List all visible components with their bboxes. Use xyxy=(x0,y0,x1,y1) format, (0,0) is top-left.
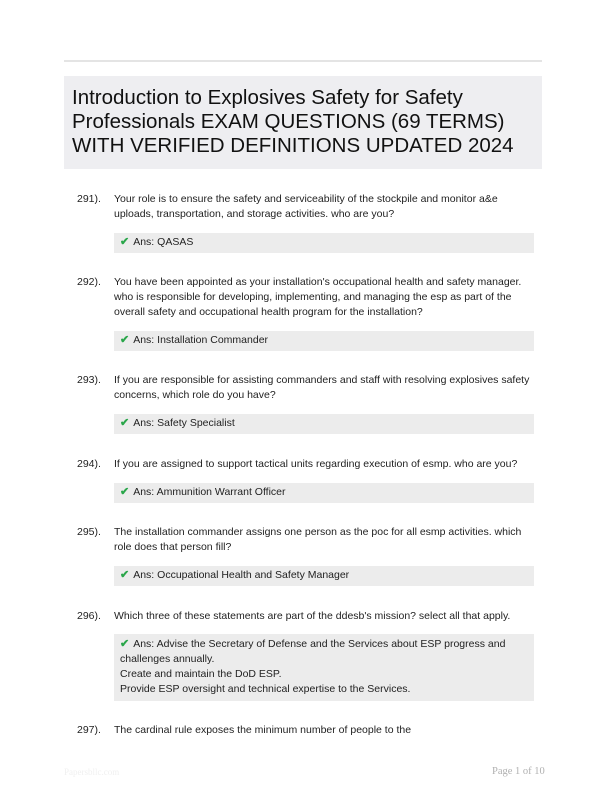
footer-watermark: Papersbllc.com xyxy=(64,767,120,777)
answer-line-2: Create and maintain the DoD ESP. xyxy=(120,668,282,680)
question-number: 295). xyxy=(77,526,101,538)
answer-text: Ans: Safety Specialist xyxy=(133,417,235,429)
check-icon: ✔ xyxy=(120,334,130,346)
question-text: If you are responsible for assisting commanders and staff with resolving explosives safety concerns, which role do you have? xyxy=(114,374,530,401)
answer-box xyxy=(114,414,534,434)
check-icon: ✔ xyxy=(120,236,130,248)
question-number: 297). xyxy=(77,724,101,736)
question-number: 296). xyxy=(77,610,101,622)
answer-text: Ans: QASAS xyxy=(133,236,194,248)
answer-box xyxy=(114,331,534,351)
answer-box xyxy=(114,566,534,586)
answer-text: Ans: Occupational Health and Safety Manager xyxy=(133,569,350,581)
page-title: Introduction to Explosives Safety for Safety Professionals EXAM QUESTIONS (69 TERMS) WITH VERIFIED DEFINITIONS UPDATED 2024 xyxy=(72,86,514,157)
check-icon: ✔ xyxy=(120,569,130,581)
check-icon: ✔ xyxy=(120,417,130,429)
top-divider xyxy=(64,60,542,62)
answer-line xyxy=(120,637,528,667)
title-box xyxy=(64,76,542,169)
answer-box xyxy=(114,634,534,701)
question-number: 291). xyxy=(77,193,101,205)
answer-text: Ans: Installation Commander xyxy=(133,334,269,346)
answer-text: Ans: Advise the Secretary of Defense and the Services about ESP progress and challenges annually. xyxy=(120,638,506,665)
question-text: Which three of these statements are part of the ddesb's mission? select all that apply. xyxy=(114,610,511,622)
question-text: Your role is to ensure the safety and serviceability of the stockpile and monitor a&e uploads, transportation, and storage activities. who are you? xyxy=(114,193,498,220)
question-text: The cardinal rule exposes the minimum number of people to the xyxy=(114,724,412,736)
question-text: If you are assigned to support tactical units regarding execution of esmp. who are you? xyxy=(114,458,518,470)
question-text: You have been appointed as your installation's occupational health and safety manager. who is responsible for developing, implementing, and managing the esp as part of the overall safety and occupational health program for the installation? xyxy=(114,276,522,318)
question-number: 294). xyxy=(77,458,101,470)
answer-box xyxy=(114,233,534,253)
answer-text: Ans: Ammunition Warrant Officer xyxy=(133,486,286,498)
question-number: 293). xyxy=(77,374,101,386)
question-number: 292). xyxy=(77,276,101,288)
question-text: The installation commander assigns one person as the poc for all esmp activities. which role does that person fill? xyxy=(114,526,522,553)
answer-line-3: Provide ESP oversight and technical expertise to the Services. xyxy=(120,683,411,695)
check-icon: ✔ xyxy=(120,638,130,650)
check-icon: ✔ xyxy=(120,486,130,498)
answer-box xyxy=(114,483,534,503)
page-number: Page 1 of 10 xyxy=(492,766,545,777)
